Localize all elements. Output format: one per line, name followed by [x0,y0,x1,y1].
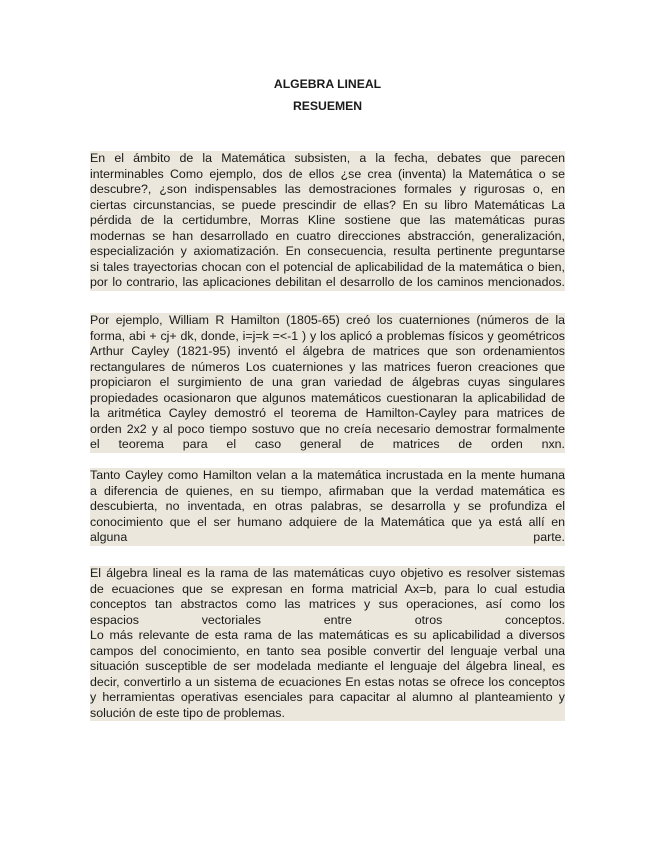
paragraph-line: ciertas circunstancias, se puede prescindir de ellas? En su libro Matemáticas La [90,197,565,212]
paragraph-line: forma, abi + cj+ dk, donde, i=j=k =<-1 ) y los aplicó a problemas físicos y geométricos [90,328,565,343]
paragraph-line: si tales trayectorias chocan con el potencial de aplicabilidad de la matemática o bien, [90,259,565,274]
paragraph-line: alguna parte. [90,530,565,544]
paragraph-line: propiciaron el surgimiento de una gran variedad de álgebras cuyas singulares [90,375,565,389]
paragraph-line: por lo contrario, las aplicaciones debilitan el desarrollo de los caminos mencionados. [90,275,565,289]
document-title: ALGEBRA LINEAL [273,77,382,91]
paragraph-line: descubierta, no inventada, en otras palabras, se desarrolla y se profundiza el [90,499,565,513]
paragraph-line: decir, convertirlo a un sistema de ecuaciones En estas notas se ofrece los conceptos [90,674,565,689]
paragraph-line: y herramientas operativas esenciales para capacitar al alumno al planteamiento y [90,690,565,704]
document-subtitle: RESUEMEN [292,99,363,113]
paragraph-intro [90,151,565,291]
paragraph-line: situación susceptible de ser modelada mediante el lenguaje del álgebra lineal, es [90,659,565,673]
paragraph-line: rectangulares de números Los cuaterniones y las matrices fueron creaciones que [90,359,565,374]
paragraph-line: conocimiento que el ser humano adquiere de la Matemática que ya está allí en [90,514,565,529]
paragraph-line: pérdida de la certidumbre, Morras Kline sostiene que las matemáticas puras [90,213,565,227]
paragraph-line: En el ámbito de la Matemática subsisten, a la fecha, debates que parecen [90,151,565,165]
paragraph-line: descubre?, ¿son indispensables las demostraciones formales y rigurosas o, en [90,182,565,196]
paragraph-line: Tanto Cayley como Hamilton velan a la matemática incrustada en la mente humana [90,468,565,482]
paragraph-line: conceptos tan abstractos como las matrices y sus operaciones, así como los [90,597,565,611]
paragraph-line: orden 2x2 y al poco tiempo sostuvo que no creía necesario demostrar formalmente [90,421,565,436]
paragraph-line: especialización y axiomatización. En consecuencia, resulta pertinente preguntarse [90,244,565,258]
paragraph-line: la aritmética Cayley demostró el teorema de Hamilton-Cayley para matrices de [90,406,565,420]
paragraph-line: interminables Como ejemplo, dos de ellos ¿se crea (inventa) la Matemática o se [90,166,565,181]
paragraph-line: solución de este tipo de problemas. [90,706,565,722]
paragraph-line: Arthur Cayley (1821-95) inventó el álgebra de matrices que son ordenamientos [90,344,565,358]
paragraph-line: Por ejemplo, William R Hamilton (1805-65) creó los cuaterniones (números de la [90,313,565,327]
paragraph-line: campos del conocimiento, en tanto sea posible convertir del lenguaje verbal una [90,643,565,658]
paragraph-line: propiedades ocasionaron que algunos matemáticos cuestionaran la aplicabilidad de [90,390,565,405]
paragraph-linear-algebra [90,566,565,721]
paragraph-line: Lo más relevante de esta rama de las matemáticas es su aplicabilidad a diversos [90,628,565,642]
paragraph-mathematics-invented [90,468,565,546]
paragraph-line: de ecuaciones que se expresan en forma matricial Ax=b, para lo cual estudia [90,581,565,596]
paragraph-line: espacios vectoriales entre otros conceptos. [90,612,565,627]
paragraph-line: a diferencia de quienes, en su tiempo, afirmaban que la verdad matemática es [90,483,565,498]
paragraph-line: modernas se han desarrollado en cuatro direcciones abstracción, generalización, [90,228,565,243]
paragraph-line: el teorema para el caso general de matrices de orden nxn. [90,437,565,451]
paragraph-line: El álgebra lineal es la rama de las matemáticas cuyo objetivo es resolver sistemas [90,566,565,580]
paragraph-hamilton-cayley [90,313,565,453]
